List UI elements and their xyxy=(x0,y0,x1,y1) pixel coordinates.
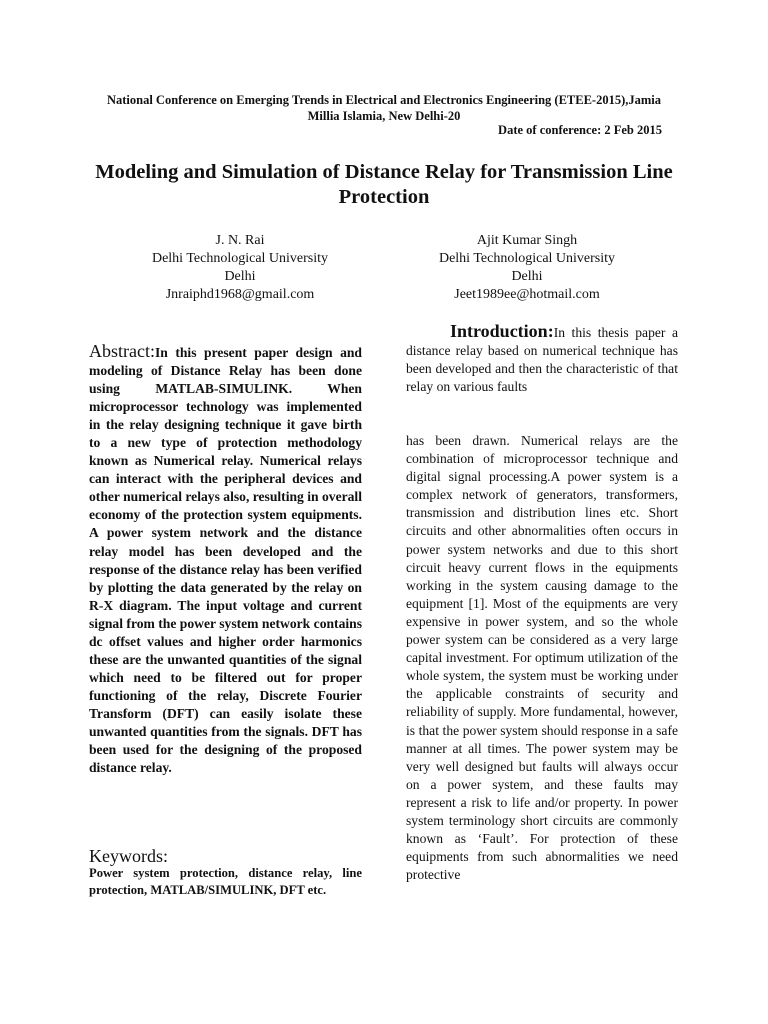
author-name: J. N. Rai xyxy=(215,233,265,248)
author-affiliation: Delhi Technological University xyxy=(151,251,329,266)
keywords-heading: Keywords: xyxy=(89,846,168,866)
author-city: Delhi xyxy=(511,269,543,284)
paper-title: Modeling and Simulation of Distance Relay for Transmission Line Protection xyxy=(95,161,673,208)
conference-date: Date of conference: 2 Feb 2015 xyxy=(498,123,662,137)
author-email: Jnraiphd1968@gmail.com xyxy=(165,287,315,302)
introduction-heading: Introduction: xyxy=(450,321,554,341)
abstract-heading: Abstract: xyxy=(89,341,155,361)
introduction-section xyxy=(406,322,678,396)
introduction-text-part1: In this thesis paper a distance relay based on numerical technique has been developed and then the characteristic of that relay on various faults xyxy=(406,325,678,394)
introduction-text-part2: has been drawn. Numerical relays are the combination of microprocessor technique and digital signal processing.A power system is a complex network of generators, transformers, transmission and distribution lines etc. Short circuits and other abnormalities often occurs in power system networks and due to this short circuit heavy current flows in the equipments working in the system causing damage to the equipment [1]. Most of the equipments are very expensive in power system, and so the whole power system can be considered as a very large capital investment. For optimum utilization of the whole system, the system must be working under the applicable constraints of security and reliability of supply. More fundamental, however, is that the power system should response in a safe manner at all times. The power system may be very well designed but faults will always occur on a power system, and these faults may represent a risk to life and/or property. In power system terminology short circuits are commonly known as ‘Fault’. For protection of these equipments from such abnormalities we need protective xyxy=(406,433,678,883)
author-affiliation: Delhi Technological University xyxy=(438,251,616,266)
abstract-text: In this present paper design and modeling of Distance Relay has been done using MATLAB-SIMULINK. When microprocessor technology was implemented in the relay designing technique it gave birth to a new type of protection methodology known as Numerical relay. Numerical relays can interact with the peripheral devices and other numerical relays also, resulting in overall economy of the protection system equipments. A power system network and the distance relay model has been developed and the response of the distance relay has been verified by plotting the data generated by the relay on R-X diagram. The input voltage and current signal from the power system network contains dc offset values and higher order harmonics these are the unwanted quantities of the signal which need to be filtered out for proper functioning of the relay, Discrete Fourier Transform (DFT) can easily isolate these unwanted quantities from the signals. DFT has been used for the designing of the proposed distance relay. xyxy=(89,345,362,776)
conference-header: National Conference on Emerging Trends in Electrical and Electronics Engineering (ETEE-2015),Jamia Millia Islamia, New Delhi-20 xyxy=(106,93,662,123)
abstract-section xyxy=(89,342,362,777)
author-block-1 xyxy=(110,232,370,304)
author-name: Ajit Kumar Singh xyxy=(476,233,578,248)
keywords-text: Power system protection, distance relay, line protection, MATLAB/SIMULINK, DFT etc. xyxy=(89,866,362,897)
author-city: Delhi xyxy=(224,269,256,284)
author-block-2 xyxy=(397,232,657,304)
author-email: Jeet1989ee@hotmail.com xyxy=(454,287,600,302)
